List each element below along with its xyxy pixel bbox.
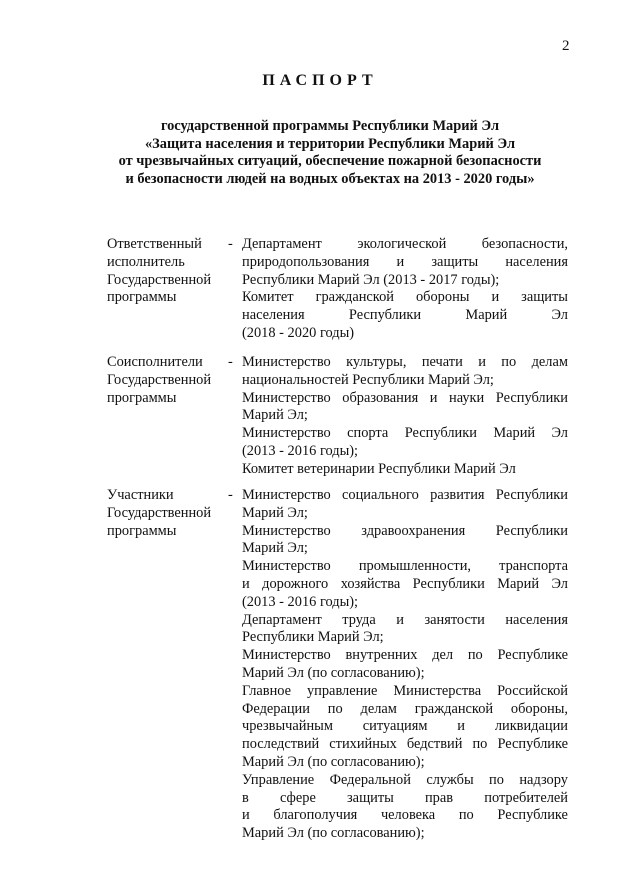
content-word: населения xyxy=(505,611,568,628)
content-word: ситуациям xyxy=(362,718,428,735)
content-word: Республике xyxy=(497,807,568,824)
content-word: службы xyxy=(426,771,474,788)
content-word: Республике xyxy=(497,736,568,753)
content-word: природопользования xyxy=(242,253,370,270)
content-word: и xyxy=(396,253,405,270)
section-label-line: Участники xyxy=(107,487,174,503)
content-word: Марий xyxy=(493,425,536,442)
content-word: чрезвычайным xyxy=(242,718,333,735)
content-word: и xyxy=(491,289,500,306)
content-word: Министерство xyxy=(242,647,331,664)
content-word: науки xyxy=(449,389,485,406)
content-word: Эл xyxy=(551,425,568,442)
content-word: Министерство xyxy=(242,354,331,370)
content-word: Марий Эл; xyxy=(242,407,308,424)
content-line xyxy=(242,718,568,736)
section-label-line: Ответственный xyxy=(107,236,202,252)
content-word: транспорта xyxy=(499,558,568,575)
content-word: Федерации xyxy=(242,700,310,717)
content-word: и xyxy=(396,611,404,628)
content-word: Главное xyxy=(242,682,292,699)
content-word: Министерства xyxy=(393,682,482,699)
content-line xyxy=(242,754,568,772)
content-line xyxy=(242,612,568,630)
content-word: надзору xyxy=(519,771,568,788)
content-line xyxy=(242,236,568,254)
content-line xyxy=(242,325,568,343)
content-word: хозяйства xyxy=(340,575,401,592)
page-number: 2 xyxy=(562,38,570,54)
content-word: (2013 - 2016 годы); xyxy=(242,593,359,610)
content-line xyxy=(242,790,568,808)
section-label-line: программы xyxy=(107,522,177,539)
content-line xyxy=(242,407,568,425)
content-word: и xyxy=(457,718,465,735)
content-word: дорожного xyxy=(262,575,329,592)
content-word: населения xyxy=(505,253,568,270)
content-word: защиты xyxy=(431,253,479,270)
content-word: и xyxy=(478,354,486,370)
content-word: Марий Эл; xyxy=(242,540,308,557)
content-word: защиты xyxy=(521,289,568,306)
content-word: ликвидации xyxy=(494,718,568,735)
section-label xyxy=(107,236,225,307)
content-line xyxy=(242,629,568,647)
content-word: Республики xyxy=(495,522,568,539)
content-word: спорта xyxy=(347,425,389,442)
content-word: дел xyxy=(432,647,454,664)
content-word: (2018 - 2020 годы) xyxy=(242,324,355,341)
content-word: населения xyxy=(242,307,305,324)
content-line xyxy=(242,576,568,594)
content-word: управление xyxy=(306,682,378,699)
content-line xyxy=(242,425,568,443)
content-word: труда xyxy=(342,611,376,628)
content-word: культуры, xyxy=(346,354,407,370)
section-label-line: Соисполнители xyxy=(107,354,203,370)
content-word: и xyxy=(242,575,250,592)
content-word: национальностей Республики Марий Эл; xyxy=(242,371,494,388)
content-word: социального xyxy=(342,487,419,503)
content-word: Республики xyxy=(412,575,485,592)
content-word: Марий Эл; xyxy=(242,504,308,521)
content-word: сфере xyxy=(279,789,316,806)
section-dash: - xyxy=(228,236,233,252)
content-word: обороны, xyxy=(510,700,568,717)
content-line xyxy=(242,701,568,719)
document-subtitle xyxy=(90,118,570,188)
subtitle-line: «Защита населения и территории Республики Марий Эл xyxy=(144,135,516,152)
content-word: образования xyxy=(342,389,419,406)
subtitle-line: и безопасности людей на водных объектах на 2013 - 2020 годы» xyxy=(125,170,535,187)
content-line xyxy=(242,354,568,372)
content-word: бедствий xyxy=(406,736,463,753)
content-word: Министерство xyxy=(242,487,331,503)
content-word: (2013 - 2016 годы); xyxy=(242,442,359,459)
content-line xyxy=(242,825,568,843)
content-word: внутренних xyxy=(345,647,418,664)
content-word: благополучия xyxy=(273,807,358,824)
content-word: стихийных xyxy=(329,736,397,753)
section-label-line: исполнитель xyxy=(107,253,185,270)
content-word: по xyxy=(327,700,343,717)
content-word: занятости xyxy=(424,611,485,628)
content-word: гражданской xyxy=(414,700,494,717)
content-word: Эл xyxy=(551,307,568,324)
content-word: по xyxy=(472,736,488,753)
content-word: обороны xyxy=(415,289,470,306)
content-word: Федеральной xyxy=(329,771,411,788)
content-line xyxy=(242,772,568,790)
content-line xyxy=(242,523,568,541)
content-line xyxy=(242,594,568,612)
content-word: по xyxy=(458,807,474,824)
content-line xyxy=(242,807,568,825)
content-word: развития xyxy=(430,487,485,503)
section-label-line: Государственной xyxy=(107,271,212,288)
content-word: Министерство xyxy=(242,389,331,406)
subtitle-line: государственной программы Республики Марий Эл xyxy=(160,118,500,134)
content-line xyxy=(242,289,568,307)
section-dash: - xyxy=(228,487,233,503)
content-line xyxy=(242,683,568,701)
content-line xyxy=(242,372,568,390)
content-line xyxy=(242,443,568,461)
content-word: Республики xyxy=(495,389,568,406)
content-line xyxy=(242,558,568,576)
content-word: по xyxy=(501,354,517,370)
content-line xyxy=(242,272,568,290)
section-label-line: программы xyxy=(107,289,177,306)
content-line xyxy=(242,390,568,408)
section-label-line: программы xyxy=(107,389,177,406)
content-word: Марий Эл (по согласованию); xyxy=(242,825,425,842)
content-word: безопасности, xyxy=(481,236,568,252)
content-word: защиты xyxy=(347,789,394,806)
content-word: Республике xyxy=(497,647,568,664)
content-word: Комитет ветеринарии Республики Марий Эл xyxy=(242,460,516,477)
content-word: последствий xyxy=(242,736,320,753)
content-word: и xyxy=(429,389,438,406)
content-word: делам xyxy=(360,700,397,717)
content-line xyxy=(242,665,568,683)
content-word: здравоохранения xyxy=(361,522,466,539)
content-word: Департамент xyxy=(242,611,322,628)
content-line xyxy=(242,254,568,272)
content-line xyxy=(242,647,568,665)
content-line xyxy=(242,461,568,479)
content-word: Республики xyxy=(404,425,477,442)
section-label-line: Государственной xyxy=(107,371,212,388)
content-word: Эл xyxy=(551,575,568,592)
section-content xyxy=(242,354,568,479)
section-label xyxy=(107,354,225,407)
content-word: экологической xyxy=(357,236,447,252)
content-line xyxy=(242,487,568,505)
content-word: Республики Марий Эл; xyxy=(242,629,384,646)
content-word: Марий xyxy=(465,307,508,324)
content-word: Марий xyxy=(497,575,540,592)
section-label xyxy=(107,487,225,540)
content-word: Марий Эл (по согласованию); xyxy=(242,664,425,681)
document-title: ПАСПОРТ xyxy=(262,72,378,89)
content-word: по xyxy=(489,771,504,788)
content-word: потребителей xyxy=(484,789,568,806)
content-word: человека xyxy=(380,807,436,824)
content-line xyxy=(242,540,568,558)
content-word: Комитет xyxy=(242,289,294,306)
content-word: Российской xyxy=(497,682,568,699)
content-word: Министерство xyxy=(242,425,331,442)
content-word: печати xyxy=(421,354,463,370)
content-line xyxy=(242,736,568,754)
content-word: Республики Марий Эл (2013 - 2017 годы); xyxy=(242,271,500,288)
content-word: в xyxy=(242,789,249,806)
section-dash: - xyxy=(228,354,233,370)
subtitle-line: от чрезвычайных ситуаций, обеспечение пожарной безопасности xyxy=(118,153,542,169)
content-word: по xyxy=(467,647,483,664)
content-word: делам xyxy=(531,354,568,370)
content-word: Республики xyxy=(348,307,422,324)
content-line xyxy=(242,307,568,325)
content-word: промышленности, xyxy=(358,558,472,575)
content-line xyxy=(242,505,568,523)
content-word: Управление xyxy=(242,771,315,788)
section-content xyxy=(242,487,568,843)
section-content xyxy=(242,236,568,343)
section-label-line: Государственной xyxy=(107,504,212,521)
content-word: гражданской xyxy=(315,289,394,306)
content-word: Республики xyxy=(495,487,568,503)
content-word: прав xyxy=(424,789,454,806)
content-word: Департамент xyxy=(242,236,322,252)
content-word: Министерство xyxy=(242,522,331,539)
content-word: Марий Эл (по согласованию); xyxy=(242,753,425,770)
content-word: Министерство xyxy=(242,558,331,575)
content-word: и xyxy=(242,807,250,824)
